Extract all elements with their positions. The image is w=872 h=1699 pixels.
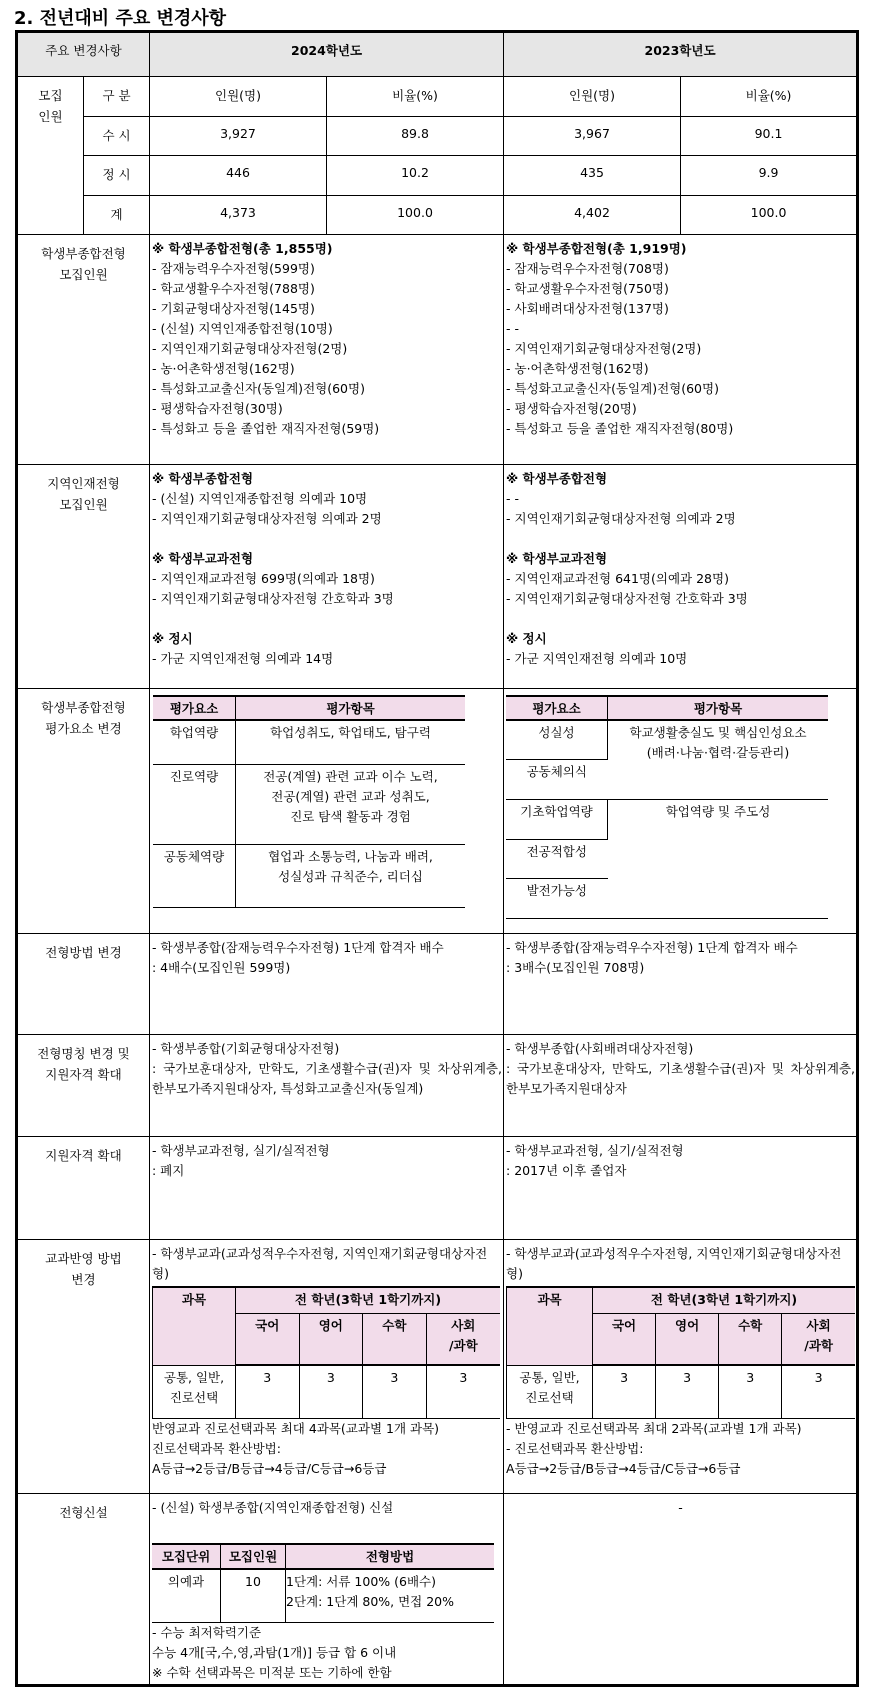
subject-header: 과목 xyxy=(153,1287,236,1365)
list-item: - - xyxy=(506,321,520,336)
list-item: - (신설) 지역인재종합전형(10명) xyxy=(152,321,333,336)
eval-elem: 기초학업역량 xyxy=(506,799,608,839)
list-item: - 잠재능력우수자전형(599명) xyxy=(152,261,315,276)
eval-label: 학생부종합전형 평가요소 변경 xyxy=(17,689,150,934)
method-steps: 1단계: 서류 100% (6배수) 2단계: 1단계 80%, 면접 20% xyxy=(286,1569,495,1622)
ratio-2024: 10.2 xyxy=(327,156,504,196)
list-item: - 특성화고교출신자(동일계)전형(60명) xyxy=(152,381,365,396)
eval-elem: 성실성 xyxy=(506,720,608,759)
value: 3 xyxy=(236,1365,300,1418)
list-item: - 농·어촌학생전형(162명) xyxy=(152,361,295,376)
ratio-2024: 100.0 xyxy=(327,196,504,235)
grade-intro: - 학생부교과(교과성적우수자전형, 지역인재기회균형대상자전형) xyxy=(506,1246,842,1281)
eval-elem: 학업역량 xyxy=(153,720,236,764)
subject: 영어 xyxy=(656,1313,719,1365)
eval-item: 학업성취도, 학업태도, 탐구력 xyxy=(236,720,466,764)
list-item: - 평생학습자전형(20명) xyxy=(506,401,637,416)
subject: 수학 xyxy=(719,1313,782,1365)
list-item: - 사회배려대상자전형(137명) xyxy=(506,301,669,316)
new-table xyxy=(152,1543,494,1623)
count: 10 xyxy=(221,1569,286,1622)
new-2024 xyxy=(150,1494,504,1686)
eval-item: 협업과 소통능력, 나눔과 배려, 성실성과 규칙준수, 리더십 xyxy=(236,844,466,907)
value: 3 xyxy=(782,1365,855,1418)
row-label: 공통, 일반, 진로선택 xyxy=(507,1365,593,1418)
header-2023: 2023학년도 xyxy=(504,32,858,77)
new-notes xyxy=(152,1623,502,1683)
list-item: 진로선택과목 환산방법: xyxy=(152,1440,281,1456)
grade-table-2024 xyxy=(152,1286,500,1419)
value: 3 xyxy=(299,1365,363,1418)
rename-2024: - 학생부종합(기회균형대상자전형) : 국가보훈대상자, 만학도, 기초생활수급(권)자 및 차상위계층, 한부모가족지원대상자, 특성화고교출신자(동일계) xyxy=(150,1035,504,1137)
count-header: 인원(명) xyxy=(150,77,327,117)
list-item: - 지역인재기회균형대상자전형(2명) xyxy=(152,341,348,356)
list xyxy=(152,649,502,669)
changes-table xyxy=(15,30,859,1687)
list-heading: ※ 학생부교과전형 xyxy=(152,551,254,566)
subject: 국어 xyxy=(236,1313,300,1365)
header-2024: 2024학년도 xyxy=(150,32,504,77)
eval-table-2024 xyxy=(153,695,465,908)
list-heading: ※ 정시 xyxy=(152,631,193,646)
eval-elem: 발전가능성 xyxy=(506,878,608,918)
table-row xyxy=(17,117,858,156)
subject: 국어 xyxy=(593,1313,656,1365)
list xyxy=(506,569,855,609)
qual-label: 지원자격 확대 xyxy=(17,1137,150,1240)
list-item: - 지역인재기회균형대상자전형 의예과 2명 xyxy=(506,511,736,526)
all-grades-header: 전 학년(3학년 1학기까지) xyxy=(593,1287,856,1313)
header-category: 주요 변경사항 xyxy=(17,32,150,77)
eval-elem: 전공적합성 xyxy=(506,839,608,878)
table-row xyxy=(17,196,858,235)
unit-header: 모집단위 xyxy=(152,1544,221,1569)
eval-elem-header: 평가요소 xyxy=(506,696,608,720)
grade-table-2023 xyxy=(506,1286,855,1419)
count-header: 모집인원 xyxy=(221,1544,286,1569)
grade-2024 xyxy=(150,1240,504,1494)
list-item: - 지역인재기회균형대상자전형 간호학과 3명 xyxy=(506,591,748,606)
list-item: - 지역인재교과전형 641명(의예과 28명) xyxy=(506,571,729,586)
subject: 영어 xyxy=(299,1313,363,1365)
list-heading: ※ 학생부종합전형 xyxy=(506,471,608,486)
eval-item: 전공(계열) 관련 교과 이수 노력, 전공(계열) 관련 교과 성취도, 진로 탐색 활동과 경험 xyxy=(236,764,466,844)
method-label: 전형방법 변경 xyxy=(17,934,150,1035)
qual-2024: - 학생부교과전형, 실기/실적전형 : 폐지 xyxy=(150,1137,504,1240)
qual-2023: - 학생부교과전형, 실기/실적전형 : 2017년 이후 졸업자 xyxy=(504,1137,858,1240)
list-heading: ※ 학생부종합전형(총 1,919명) xyxy=(506,241,687,256)
list-item: 수능 4개[국,수,영,과탐(1개)] 등급 합 6 이내 xyxy=(152,1644,397,1660)
method-header: 전형방법 xyxy=(286,1544,495,1569)
list-item: - 특성화고 등을 졸업한 재직자전형(80명) xyxy=(506,421,734,436)
list-item: - 지역인재교과전형 699명(의예과 18명) xyxy=(152,571,375,586)
gubun-label: 구 분 xyxy=(84,77,150,117)
rename-2023: - 학생부종합(사회배려대상자전형) : 국가보훈대상자, 만학도, 기초생활수급(권)자 및 차상위계층, 한부모가족지원대상자 xyxy=(504,1035,858,1137)
ratio-header: 비율(%) xyxy=(681,77,858,117)
list-item: A등급→2등급/B등급→4등급/C등급→6등급 xyxy=(506,1460,741,1476)
list-item: - 진로선택과목 환산방법: xyxy=(506,1440,644,1456)
list xyxy=(152,489,502,529)
ratio-2024: 89.8 xyxy=(327,117,504,156)
value: 3 xyxy=(656,1365,719,1418)
grade-notes xyxy=(152,1419,502,1479)
hakjong-2024 xyxy=(150,235,504,465)
row-label: 계 xyxy=(84,196,150,235)
count-2023: 435 xyxy=(504,156,681,196)
count-2023: 3,967 xyxy=(504,117,681,156)
unit: 의예과 xyxy=(152,1569,221,1622)
grade-label: 교과반영 방법 변경 xyxy=(17,1240,150,1494)
list-item: - 특성화고 등을 졸업한 재직자전형(59명) xyxy=(152,421,380,436)
count-2024: 446 xyxy=(150,156,327,196)
ratio-header: 비율(%) xyxy=(327,77,504,117)
subject: 사회 /과학 xyxy=(782,1313,855,1365)
row-label: 정 시 xyxy=(84,156,150,196)
jiyeok-label: 지역인재전형 모집인원 xyxy=(17,465,150,689)
list-item: - (신설) 지역인재종합전형 의예과 10명 xyxy=(152,491,368,506)
eval-2023 xyxy=(504,689,858,934)
list-heading: ※ 학생부교과전형 xyxy=(506,551,608,566)
count-header: 인원(명) xyxy=(504,77,681,117)
list-heading: ※ 학생부종합전형 xyxy=(152,471,254,486)
new-intro: - (신설) 학생부종합(지역인재종합전형) 신설 xyxy=(152,1500,394,1515)
rename-label: 전형명칭 변경 및 지원자격 확대 xyxy=(17,1035,150,1137)
ratio-2023: 100.0 xyxy=(681,196,858,235)
eval-item-header: 평가항목 xyxy=(608,696,829,720)
eval-item: 학교생활충실도 및 핵심인성요소 (배려·나눔·협력·갈등관리) xyxy=(608,720,829,799)
list-item: - 특성화고교출신자(동일계)전형(60명) xyxy=(506,381,719,396)
grade-notes xyxy=(506,1419,855,1479)
eval-item: 학업역량 및 주도성 xyxy=(608,799,829,918)
list xyxy=(152,569,502,609)
grade-intro: - 학생부교과(교과성적우수자전형, 지역인재기회균형대상자전형) xyxy=(152,1246,488,1281)
list-item: 반영교과 진로선택과목 최대 4과목(교과별 1개 과목) xyxy=(152,1420,440,1436)
eval-table-2023 xyxy=(506,695,828,919)
list-item: - 학교생활우수자전형(788명) xyxy=(152,281,315,296)
count-2024: 4,373 xyxy=(150,196,327,235)
count-2023: 4,402 xyxy=(504,196,681,235)
eval-2024 xyxy=(150,689,504,934)
list-item: - 잠재능력우수자전형(708명) xyxy=(506,261,669,276)
jiyeok-2023 xyxy=(504,465,858,689)
list-item: - 가군 지역인재전형 의예과 10명 xyxy=(506,651,688,666)
eval-elem-header: 평가요소 xyxy=(153,696,236,720)
method-2024: - 학생부종합(잠재능력우수자전형) 1단계 합격자 배수 : 4배수(모집인원 599명) xyxy=(150,934,504,1035)
row-label: 공통, 일반, 진로선택 xyxy=(153,1365,236,1418)
list-item: ※ 수학 선택과목은 미적분 또는 기하에 한함 xyxy=(152,1664,392,1680)
ratio-2023: 9.9 xyxy=(681,156,858,196)
list-item: - 수능 최저학력기준 xyxy=(152,1624,262,1640)
section-title: 2. 전년대비 주요 변경사항 xyxy=(14,8,227,29)
ratio-2023: 90.1 xyxy=(681,117,858,156)
list xyxy=(506,649,855,669)
list-item: - 지역인재기회균형대상자전형 의예과 2명 xyxy=(152,511,382,526)
recruit-label: 모집 인원 xyxy=(17,77,84,235)
eval-elem: 공동체의식 xyxy=(506,759,608,799)
hakjong-2023 xyxy=(504,235,858,465)
list xyxy=(506,259,855,439)
hakjong-label: 학생부종합전형 모집인원 xyxy=(17,235,150,465)
subject: 사회 /과학 xyxy=(426,1313,500,1365)
list xyxy=(152,259,502,439)
list-heading: ※ 학생부종합전형(총 1,855명) xyxy=(152,241,333,256)
list-item: - 학교생활우수자전형(750명) xyxy=(506,281,669,296)
list-item: - 지역인재기회균형대상자전형(2명) xyxy=(506,341,702,356)
eval-elem: 진로역량 xyxy=(153,764,236,844)
list-item: - 평생학습자전형(30명) xyxy=(152,401,283,416)
value: 3 xyxy=(426,1365,500,1418)
value: 3 xyxy=(593,1365,656,1418)
list-item: A등급→2등급/B등급→4등급/C등급→6등급 xyxy=(152,1460,387,1476)
eval-elem: 공동체역량 xyxy=(153,844,236,907)
list-heading: ※ 정시 xyxy=(506,631,547,646)
list-item: - 지역인재기회균형대상자전형 간호학과 3명 xyxy=(152,591,394,606)
count-2024: 3,927 xyxy=(150,117,327,156)
list xyxy=(506,489,855,529)
list-item: - 기회균형대상자전형(145명) xyxy=(152,301,315,316)
value: 3 xyxy=(719,1365,782,1418)
all-grades-header: 전 학년(3학년 1학기까지) xyxy=(236,1287,501,1313)
table-row xyxy=(17,156,858,196)
method-2023: - 학생부종합(잠재능력우수자전형) 1단계 합격자 배수 : 3배수(모집인원 708명) xyxy=(504,934,858,1035)
new-2023: - xyxy=(504,1494,858,1686)
list-item: - 가군 지역인재전형 의예과 14명 xyxy=(152,651,334,666)
jiyeok-2024 xyxy=(150,465,504,689)
new-label: 전형신설 xyxy=(17,1494,150,1686)
grade-2023 xyxy=(504,1240,858,1494)
eval-item-header: 평가항목 xyxy=(236,696,466,720)
row-label: 수 시 xyxy=(84,117,150,156)
list-item: - - xyxy=(506,491,520,506)
subject-header: 과목 xyxy=(507,1287,593,1365)
list-item: - 반영교과 진로선택과목 최대 2과목(교과별 1개 과목) xyxy=(506,1420,802,1436)
value: 3 xyxy=(363,1365,427,1418)
subject: 수학 xyxy=(363,1313,427,1365)
list-item: - 농·어촌학생전형(162명) xyxy=(506,361,649,376)
